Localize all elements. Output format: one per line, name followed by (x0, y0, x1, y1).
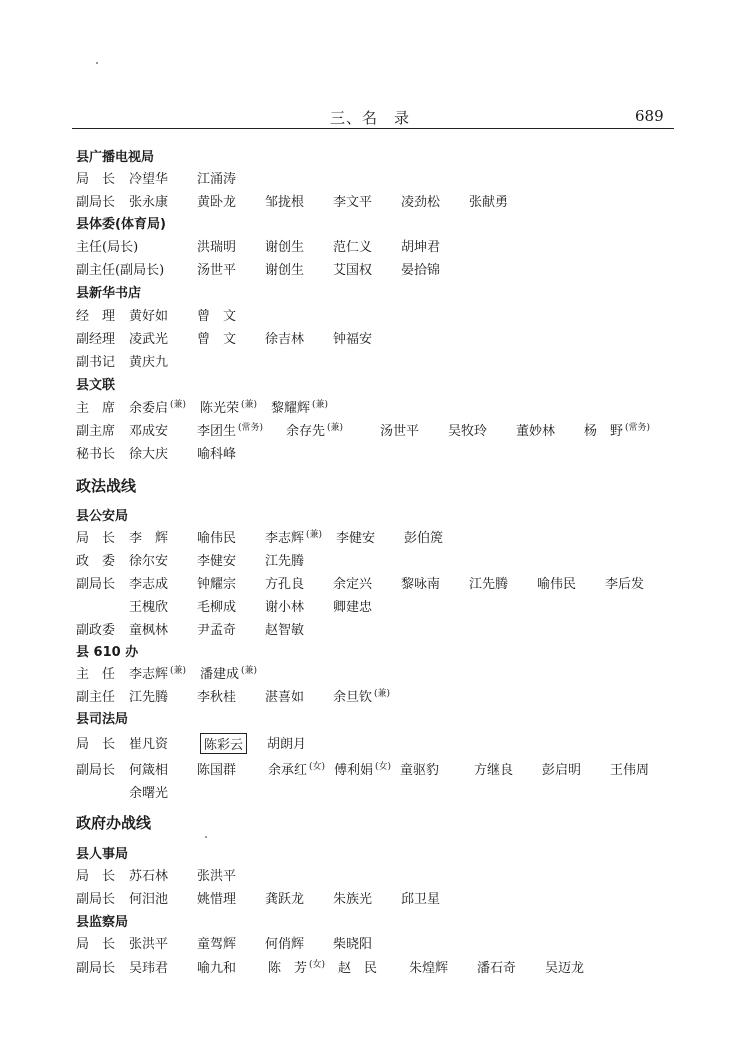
boxed-person-name: 陈彩云 (200, 733, 247, 754)
person-name: 陈国群 (197, 763, 237, 778)
person-name: 余委启 (129, 401, 169, 416)
scan-speck (96, 62, 98, 64)
dept-heading: 县体委(体育局) (76, 217, 166, 232)
person-name: 卿建忠 (333, 600, 373, 615)
position-title: 副主任 (76, 690, 116, 705)
person-name: 陈光荣 (200, 401, 240, 416)
person-name: 江先腾 (469, 577, 509, 592)
person-name: 潘建成 (200, 667, 240, 682)
position-title: 副局长 (76, 195, 116, 210)
person-name: 凌劲松 (401, 195, 441, 210)
person-name: 余定兴 (333, 577, 373, 592)
person-name: 吴玮君 (129, 961, 169, 976)
person-name: 艾国权 (333, 263, 373, 278)
person-name: 童枫林 (129, 623, 169, 638)
person-name: 童驱豹 (400, 763, 440, 778)
position-title: 副局长 (76, 892, 116, 907)
person-name: 李秋桂 (197, 690, 237, 705)
person-name: 凌武光 (129, 332, 169, 347)
position-title: 主 席 (76, 401, 116, 416)
person-name: 邱卫星 (401, 892, 441, 907)
person-name: 苏石林 (129, 869, 169, 884)
position-title: 副政委 (76, 623, 116, 638)
position-title: 局 长 (76, 172, 116, 187)
person-name: 徐吉林 (265, 332, 305, 347)
person-name: 柴晓阳 (333, 937, 373, 952)
person-name: 王槐欣 (129, 600, 169, 615)
person-name: 喻科峰 (197, 447, 237, 462)
position-title: 副局长 (76, 763, 116, 778)
person-name: 朱族光 (333, 892, 373, 907)
person-name: 江先腾 (265, 554, 305, 569)
person-name: 潘石奇 (477, 961, 517, 976)
person-name: 王伟周 (610, 763, 650, 778)
dept-heading: 县广播电视局 (76, 150, 155, 165)
person-name: 汤世平 (380, 424, 420, 439)
person-name: 董妙林 (516, 424, 556, 439)
dept-heading: 县新华书店 (76, 286, 142, 301)
person-name: 谢创生 (265, 263, 305, 278)
person-name: 方继良 (474, 763, 514, 778)
person-name: 晏拾锦 (401, 263, 441, 278)
person-name: 李文平 (333, 195, 373, 210)
position-title: 副主席 (76, 424, 116, 439)
person-name: 李志辉 (129, 667, 169, 682)
person-name: 谢小林 (265, 600, 305, 615)
person-name: 方孔良 (265, 577, 305, 592)
person-name: 何汨池 (129, 892, 169, 907)
position-title: 副书记 (76, 355, 116, 370)
person-name: 汤世平 (197, 263, 237, 278)
person-name: 杨 野 (584, 424, 624, 439)
role-note: (常务) (625, 423, 651, 433)
person-name: 谢创生 (265, 240, 305, 255)
person-name: 喻九和 (197, 961, 237, 976)
person-name: 喻伟民 (197, 531, 237, 546)
person-name: 吴牧玲 (448, 424, 488, 439)
role-note: (兼) (170, 666, 187, 676)
position-title: 局 长 (76, 937, 116, 952)
running-header-title: 三、名 录 (330, 109, 411, 127)
dept-heading: 县监察局 (76, 915, 129, 930)
person-name: 李志辉 (265, 531, 305, 546)
person-name: 朱煌辉 (409, 961, 449, 976)
person-name: 曾 文 (197, 309, 237, 324)
role-note: (兼) (306, 530, 323, 540)
person-name: 赵智敏 (265, 623, 305, 638)
person-name: 姚惜理 (197, 892, 237, 907)
person-name: 李健安 (197, 554, 237, 569)
scan-speck (205, 836, 207, 838)
role-note: (兼) (374, 689, 391, 699)
person-name: 李志成 (129, 577, 169, 592)
person-name: 彭启明 (542, 763, 582, 778)
person-name: 徐大庆 (129, 447, 169, 462)
person-name: 黄庆九 (129, 355, 169, 370)
position-title: 副局长 (76, 577, 116, 592)
person-name: 钟福安 (333, 332, 373, 347)
person-name: 徐尔安 (129, 554, 169, 569)
person-name: 李 辉 (129, 531, 169, 546)
position-title: 经 理 (76, 309, 116, 324)
person-name: 彭伯箎 (404, 531, 444, 546)
position-title: 局 长 (76, 737, 116, 752)
position-title: 主 任 (76, 667, 116, 682)
position-title: 副经理 (76, 332, 116, 347)
person-name: 何俏辉 (265, 937, 305, 952)
person-name: 黄好如 (129, 309, 169, 324)
role-note: (女) (309, 762, 326, 772)
person-name: 陈 芳 (268, 961, 308, 976)
role-note: (兼) (327, 423, 344, 433)
person-name: 余曙光 (129, 786, 169, 801)
dept-heading: 县公安局 (76, 509, 129, 524)
header-rule (72, 128, 674, 129)
section-heading: 政法战线 (76, 477, 137, 495)
role-note: (女) (309, 960, 326, 970)
position-title: 政 委 (76, 554, 116, 569)
person-name: 胡朗月 (267, 737, 307, 752)
person-name: 李健安 (336, 531, 376, 546)
dept-heading: 县司法局 (76, 712, 129, 727)
position-title: 局 长 (76, 531, 116, 546)
person-name: 湛喜如 (265, 690, 305, 705)
person-name: 张洪平 (197, 869, 237, 884)
dept-heading: 县人事局 (76, 847, 129, 862)
page-number: 689 (635, 107, 664, 125)
person-name: 余旦钦 (333, 690, 373, 705)
person-name: 傅利娟 (334, 763, 374, 778)
role-note: (兼) (170, 400, 187, 410)
person-name: 余承红 (268, 763, 308, 778)
person-name: 江涌涛 (197, 172, 237, 187)
role-note: (兼) (241, 400, 258, 410)
person-name: 钟耀宗 (197, 577, 237, 592)
person-name: 余存先 (286, 424, 326, 439)
person-name: 邓成安 (129, 424, 169, 439)
position-title: 主任(局长) (76, 240, 139, 255)
person-name: 张永康 (129, 195, 169, 210)
section-heading: 政府办战线 (76, 814, 152, 832)
role-note: (女) (375, 762, 392, 772)
position-title: 副局长 (76, 961, 116, 976)
position-title: 秘书长 (76, 447, 116, 462)
person-name: 张洪平 (129, 937, 169, 952)
person-name: 黄卧龙 (197, 195, 237, 210)
person-name: 赵 民 (338, 961, 378, 976)
person-name: 胡坤君 (401, 240, 441, 255)
role-note: (兼) (241, 666, 258, 676)
person-name: 洪瑞明 (197, 240, 237, 255)
dept-heading: 县 610 办 (76, 645, 139, 660)
person-name: 童驾辉 (197, 937, 237, 952)
person-name: 范仁义 (333, 240, 373, 255)
person-name: 黎咏南 (401, 577, 441, 592)
person-name: 毛柳成 (197, 600, 237, 615)
person-name: 何箴相 (129, 763, 169, 778)
position-title: 局 长 (76, 869, 116, 884)
person-name: 尹孟奇 (197, 623, 237, 638)
person-name: 喻伟民 (537, 577, 577, 592)
person-name: 吴迈龙 (545, 961, 585, 976)
person-name: 江先腾 (129, 690, 169, 705)
position-title: 副主任(副局长) (76, 263, 165, 278)
person-name: 李后发 (605, 577, 645, 592)
person-name: 邹拢根 (265, 195, 305, 210)
person-name: 崔凡资 (129, 737, 169, 752)
person-name: 张献勇 (469, 195, 509, 210)
person-name: 曾 文 (197, 332, 237, 347)
person-name: 龚跃龙 (265, 892, 305, 907)
person-name: 李团生 (197, 424, 237, 439)
dept-heading: 县文联 (76, 378, 116, 393)
role-note: (常务) (238, 423, 264, 433)
person-name: 冷望华 (129, 172, 169, 187)
person-name: 黎耀辉 (271, 401, 311, 416)
role-note: (兼) (312, 400, 329, 410)
